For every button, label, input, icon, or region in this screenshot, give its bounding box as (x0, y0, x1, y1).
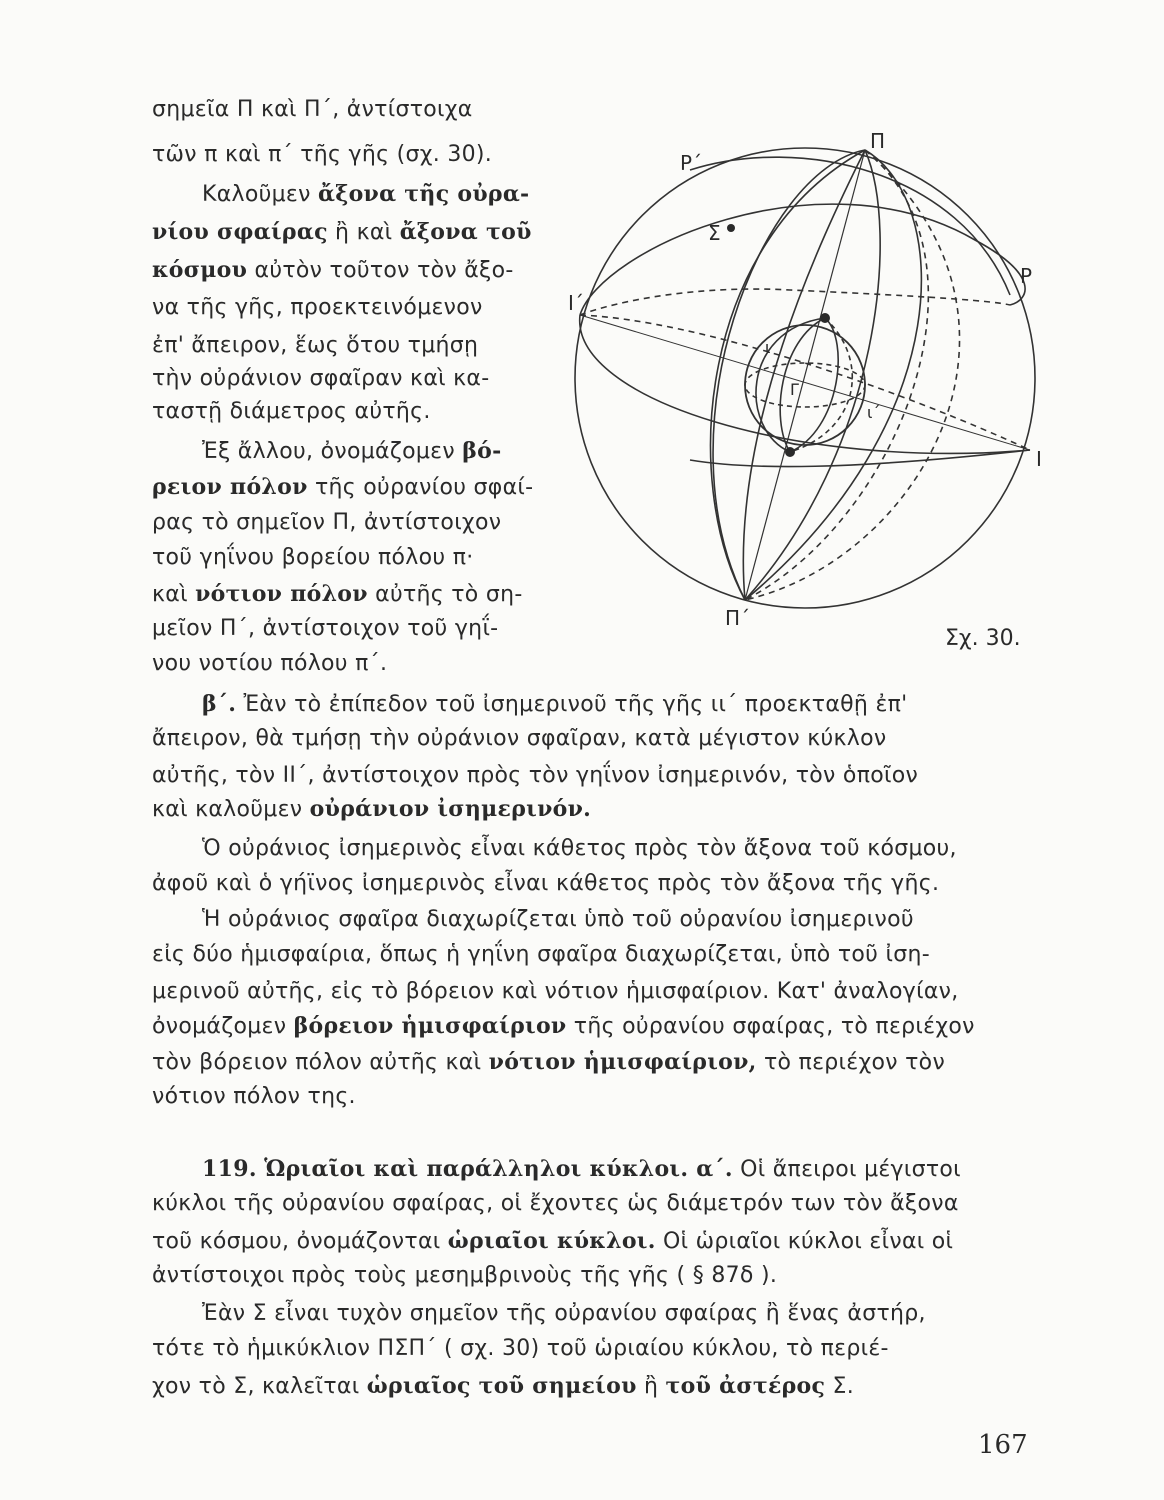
label-r-prime: Ρ΄ (680, 151, 703, 175)
section-number: 119. (202, 1156, 257, 1182)
text-line: τὴν οὐράνιον σφαῖραν καὶ κα- (152, 366, 490, 391)
text-line: Ἐὰν Σ εἶναι τυχὸν σημεῖον τῆς οὐρανίου σφαίρας ἢ ἕνας ἀστήρ, (202, 1301, 926, 1326)
bold-term: ἄξονα τῆς οὐρα- (318, 181, 530, 207)
text-line: β΄. Ἐὰν τὸ ἐπίπεδον τοῦ ἰσημερινοῦ τῆς γῆς ιι΄ προεκταθῇ ἐπ' (202, 691, 908, 717)
text-line: ἄπειρον, θὰ τμήσῃ τὴν οὐράνιον σφαῖραν, κατὰ μέγιστον κύκλον (152, 726, 887, 751)
bold-term: οὐράνιον ἰσημερινόν. (309, 796, 592, 822)
text-line: καὶ νότιον πόλον αὐτῆς τὸ ση- (152, 581, 523, 607)
label-sigma: Σ (708, 221, 721, 245)
text-line: εἰς δύο ἡμισφαίρια, ὅπως ἡ γηΐνη σφαῖρα διαχωρίζεται, ὑπὸ τοῦ ἰση- (152, 942, 930, 967)
label-small-i: ι (765, 338, 771, 357)
text-line: τοῦ γηΐνου βορείου πόλου π· (152, 545, 474, 570)
celestial-equator (580, 315, 1030, 453)
text-line: νότιον πόλον της. (152, 1084, 356, 1109)
text-line: τότε τὸ ἡμικύκλιον ΠΣΠ΄ ( σχ. 30) τοῦ ὡριαίου κύκλου, τὸ περιέ- (152, 1336, 889, 1361)
earth-north-pole (820, 313, 830, 323)
text-line: μερινοῦ αὐτῆς, εἰς τὸ βόρειον καὶ νότιον ἡμισφαίριον. Κατ' ἀναλογίαν, (152, 979, 959, 1004)
page-number: 167 (978, 1430, 1028, 1460)
text-line: ἐπ' ἄπειρον, ἕως ὅτου τμήσῃ (152, 333, 479, 358)
text-line: κόσμου αὐτὸν τοῦτον τὸν ἄξο- (152, 257, 514, 283)
text-line: Ἡ οὐράνιος σφαῖρα διαχωρίζεται ὑπὸ τοῦ οὐρανίου ἰσημερινοῦ (202, 907, 914, 932)
text-line: νίου σφαίρας ἢ καὶ ἄξονα τοῦ (152, 219, 532, 245)
text-line: ρας τὸ σημεῖον Π, ἀντίστοιχον (152, 510, 502, 535)
text-line: ταστῇ διάμετρος αὐτῆς. (152, 399, 431, 424)
text-line: τὸν βόρειον πόλον αὐτῆς καὶ νότιον ἡμισφαίριον, τὸ περιέχον τὸν (152, 1049, 946, 1075)
text-line: σημεῖα Π καὶ Π΄, ἀντίστοιχα (152, 97, 473, 122)
bold-term: νότιον πόλον (195, 581, 368, 607)
text-line: αὐτῆς, τὸν ΙΙ΄, ἀντίστοιχον πρὸς τὸν γηΐνον ἰσημερινόν, τὸν ὁποῖον (152, 763, 919, 788)
text-line: χον τὸ Σ, καλεῖται ὡριαῖος τοῦ σημείου ἢ τοῦ ἀστέρος Σ. (152, 1373, 855, 1399)
text-line: κύκλοι τῆς οὐρανίου σφαίρας, οἱ ἔχοντες ὡς διάμετρόν των τὸν ἄξονα (152, 1191, 959, 1216)
bold-term: ὡριαῖος τοῦ σημείου (366, 1373, 637, 1399)
label-i-prime: Ι΄ (568, 291, 584, 315)
outer-sphere (575, 148, 1035, 608)
bold-term: β΄. (202, 691, 237, 717)
bold-term: ἄξονα τοῦ (399, 219, 532, 245)
text-line: να τῆς γῆς, προεκτεινόμενον (152, 295, 483, 320)
label-south-pole: Π΄ (725, 606, 751, 630)
world-axis (745, 150, 865, 600)
bold-term: κόσμου (152, 257, 248, 283)
bold-term: βόρειον ἡμισφαίριον (293, 1013, 567, 1039)
celestial-sphere-figure (560, 130, 1060, 660)
text-line: μεῖον Π΄, ἀντίστοιχον τοῦ γηΐ- (152, 616, 499, 641)
equator-diameter (580, 315, 1030, 450)
text-line: ἀφοῦ καὶ ὁ γήϊνος ἰσημερινὸς εἶναι κάθετος πρὸς τὸν ἄξονα τῆς γῆς. (152, 871, 940, 896)
bold-term: νότιον ἡμισφαίριον, (488, 1049, 757, 1075)
bold-term: τοῦ ἀστέρος (665, 1373, 826, 1399)
text-line: ἀντίστοιχοι πρὸς τοὺς μεσημβρινοὺς τῆς γῆς ( § 87δ ). (152, 1263, 778, 1288)
earth-sphere (745, 325, 865, 445)
bold-term: ρειον πόλον (152, 474, 308, 500)
label-i: Ι (1036, 447, 1042, 471)
text-line: 119. Ὡριαῖοι καὶ παράλληλοι κύκλοι. α΄. Οἱ ἄπειροι μέγιστοι (202, 1156, 961, 1182)
label-north-pole: Π (870, 130, 886, 153)
text-line: ὀνομάζομεν βόρειον ἡμισφαίριον τῆς οὐρανίου σφαίρας, τὸ περιέχον (152, 1013, 975, 1039)
star-sigma (727, 224, 735, 232)
label-gamma: Γ (790, 380, 799, 399)
section-title: Ὡριαῖοι καὶ παράλληλοι κύκλοι. α΄. (264, 1156, 733, 1182)
text-line: καὶ καλοῦμεν οὐράνιον ἰσημερινόν. (152, 796, 592, 822)
bold-term: ὡριαῖοι κύκλοι. (447, 1228, 656, 1254)
text-line: Καλοῦμεν ἄξονα τῆς οὐρα- (202, 181, 530, 207)
bold-term: βό- (462, 438, 502, 464)
figure-caption: Σχ. 30. (945, 626, 1021, 651)
hour-circle-3 (745, 150, 880, 600)
text-line: Ἐξ ἄλλου, ὀνομάζομεν βό- (202, 438, 502, 464)
text-line: Ὁ οὐράνιος ἰσημερινὸς εἶναι κάθετος πρὸς τὸν ἄξονα τοῦ κόσμου, (202, 836, 957, 861)
label-r: Ρ (1020, 264, 1033, 288)
text-line: νου νοτίου πόλου π΄. (152, 651, 388, 676)
bold-term: νίου σφαίρας (152, 219, 328, 245)
text-line: τοῦ κόσμου, ὀνομάζονται ὡριαῖοι κύκλοι. Οἱ ὡριαῖοι κύκλοι εἶναι οἱ (152, 1228, 954, 1254)
label-small-i-prime: ι΄ (867, 403, 881, 422)
upper-parallel-front (690, 157, 1010, 295)
text-line: ρειον πόλον τῆς οὐρανίου σφαί- (152, 474, 534, 500)
text-line: τῶν π καὶ π΄ τῆς γῆς (σχ. 30). (152, 142, 493, 167)
earth-south-pole (785, 447, 795, 457)
